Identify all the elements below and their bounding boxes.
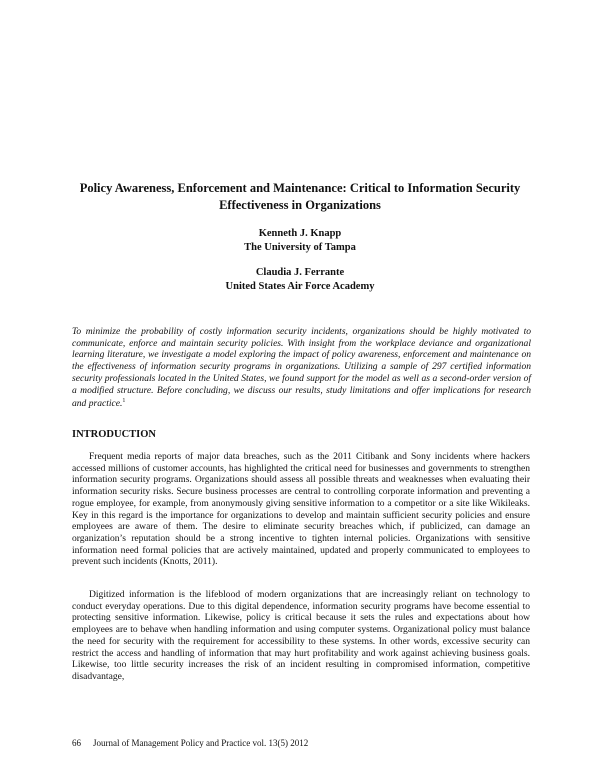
body-paragraph-1: Frequent media reports of major data breaches, such as the 2011 Citibank and Sony incidents where hackers accessed millions of customer accounts, has highlighted the critical need for businesses and governments to strengthen information security programs. Organizations should assess all possible threats and weaknesses when evaluating their information security risks. Secure business processes are central to controlling corporate information and preventing a rogue employee, for example, from anonymously giving sensitive information to a competitor or a site like Wikileaks. Key in this regard is the importance for organizations to develop and maintain sufficient security policies and ensure employees are aware of them. The desire to eliminate security breaches which, if publicized, can damage an organization’s reputation should be a strong incentive to tighten internal policies. Organizations with sensitive information need formal policies that are actively maintained, updated and properly communicated to employees to prevent such incidents (Knotts, 2011). [72,451,530,568]
journal-citation: Journal of Management Policy and Practice vol. 13(5) 2012 [93,738,309,748]
abstract [72,326,531,410]
author-name: Claudia J. Ferrante [255,267,345,278]
footnote-mark: 1 [122,398,126,405]
page-number: 66 [72,738,81,748]
section-heading: INTRODUCTION [72,429,157,440]
body-paragraph-2: Digitized information is the lifeblood of modern organizations that are increasingly reliant on technology to conduct everyday operations. Due to this digital dependence, information security programs have become essential to protecting sensitive information. Likewise, policy is critical because it sets the rules and expectations about how employees are to behave when handling information and using computer systems. Organizational policy must balance the need for security with the requirement for accessibility to these systems. In other words, excessive security can restrict the access and handling of information that may hurt profitability and work against achieving business goals. Likewise, too little security increases the risk of an incident resulting in compromised information, competitive disadvantage, [72,589,530,682]
page-footer [72,738,320,748]
paper-title: Policy Awareness, Enforcement and Maintenance: Critical to Information Security Effectiveness in Organizations [79,181,521,212]
author-block-2 [60,266,540,294]
author-block-1 [60,227,540,255]
author-affiliation: The University of Tampa [244,242,356,253]
author-name: Kenneth J. Knapp [258,228,342,239]
abstract-text: To minimize the probability of costly information security incidents, organizations should be highly motivated to communicate, enforce and maintain security policies. With insight from the workplace deviance and organizational learning literature, we investigate a model exploring the impact of policy awareness, enforcement and maintenance on the effectiveness of information security programs in organizations. Utilizing a sample of 297 certified information security professionals located in the United States, we found support for the model as well as a second-order version of a modified structure. Before concluding, we discuss our results, study limitations and offer implications for research and practice. [72,326,531,410]
author-affiliation: United States Air Force Academy [225,281,375,292]
